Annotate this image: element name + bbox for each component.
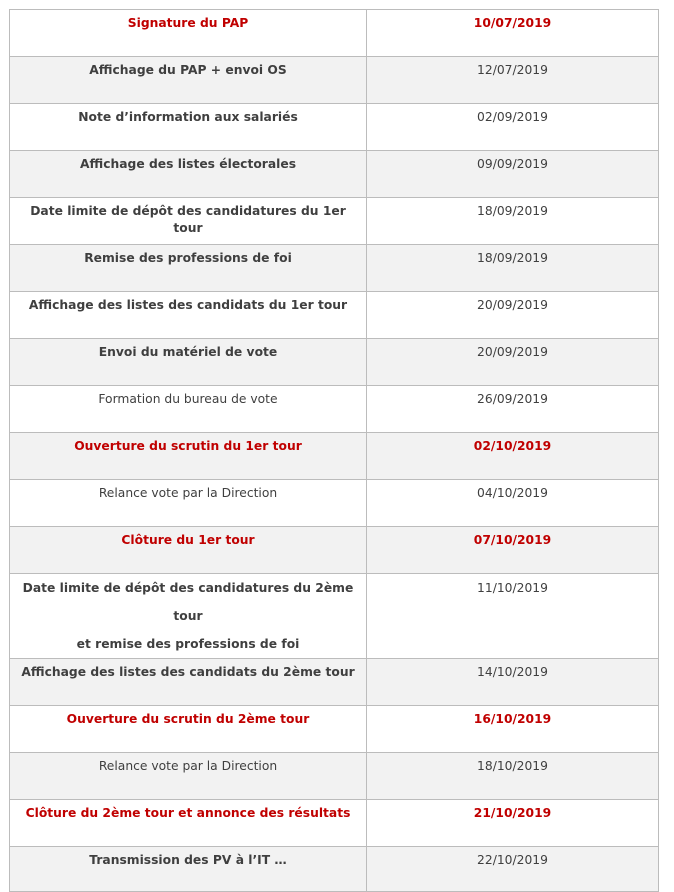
event-cell: Ouverture du scrutin du 2ème tour	[10, 706, 367, 753]
table-row	[10, 800, 659, 847]
table-row	[10, 753, 659, 800]
event-cell: Signature du PAP	[10, 10, 367, 57]
table-row	[10, 480, 659, 527]
event-cell: Affichage du PAP + envoi OS	[10, 57, 367, 104]
date-cell: 20/09/2019	[367, 292, 659, 339]
table-row	[10, 527, 659, 574]
event-cell: Clôture du 2ème tour et annonce des résultats	[10, 800, 367, 847]
event-cell: Relance vote par la Direction	[10, 480, 367, 527]
table-row	[10, 339, 659, 386]
event-cell: Clôture du 1er tour	[10, 527, 367, 574]
date-cell: 18/10/2019	[367, 753, 659, 800]
event-cell: Affichage des listes électorales	[10, 151, 367, 198]
event-cell: Date limite de dépôt des candidatures du 1er tour	[10, 198, 367, 245]
event-cell: Ouverture du scrutin du 1er tour	[10, 433, 367, 480]
table-row	[10, 574, 659, 659]
table-row	[10, 57, 659, 104]
election-schedule-table	[9, 9, 659, 892]
table-row	[10, 292, 659, 339]
date-cell: 10/07/2019	[367, 10, 659, 57]
date-cell: 09/09/2019	[367, 151, 659, 198]
event-cell: Formation du bureau de vote	[10, 386, 367, 433]
date-cell: 21/10/2019	[367, 800, 659, 847]
date-cell: 04/10/2019	[367, 480, 659, 527]
event-line: Date limite de dépôt des candidatures du 2ème tour	[22, 581, 354, 623]
event-cell: Envoi du matériel de vote	[10, 339, 367, 386]
event-cell	[10, 574, 367, 659]
table-row	[10, 151, 659, 198]
date-cell: 18/09/2019	[367, 198, 659, 245]
event-cell: Remise des professions de foi	[10, 245, 367, 292]
table-row	[10, 847, 659, 892]
table-row	[10, 386, 659, 433]
event-cell: Note d’information aux salariés	[10, 104, 367, 151]
date-cell: 26/09/2019	[367, 386, 659, 433]
date-cell: 11/10/2019	[367, 574, 659, 659]
event-cell: Affichage des listes des candidats du 1er tour	[10, 292, 367, 339]
date-cell: 22/10/2019	[367, 847, 659, 892]
table-row	[10, 433, 659, 480]
date-cell: 02/09/2019	[367, 104, 659, 151]
date-cell: 20/09/2019	[367, 339, 659, 386]
date-cell: 02/10/2019	[367, 433, 659, 480]
table-row	[10, 104, 659, 151]
table-row	[10, 706, 659, 753]
event-line: et remise des professions de foi	[76, 637, 300, 651]
event-cell: Relance vote par la Direction	[10, 753, 367, 800]
date-cell: 07/10/2019	[367, 527, 659, 574]
date-cell: 18/09/2019	[367, 245, 659, 292]
event-cell: Affichage des listes des candidats du 2ème tour	[10, 659, 367, 706]
table-row	[10, 198, 659, 245]
event-cell: Transmission des PV à l’IT …	[10, 847, 367, 892]
date-cell: 14/10/2019	[367, 659, 659, 706]
table-row	[10, 10, 659, 57]
date-cell: 12/07/2019	[367, 57, 659, 104]
table-row	[10, 659, 659, 706]
date-cell: 16/10/2019	[367, 706, 659, 753]
table-row	[10, 245, 659, 292]
